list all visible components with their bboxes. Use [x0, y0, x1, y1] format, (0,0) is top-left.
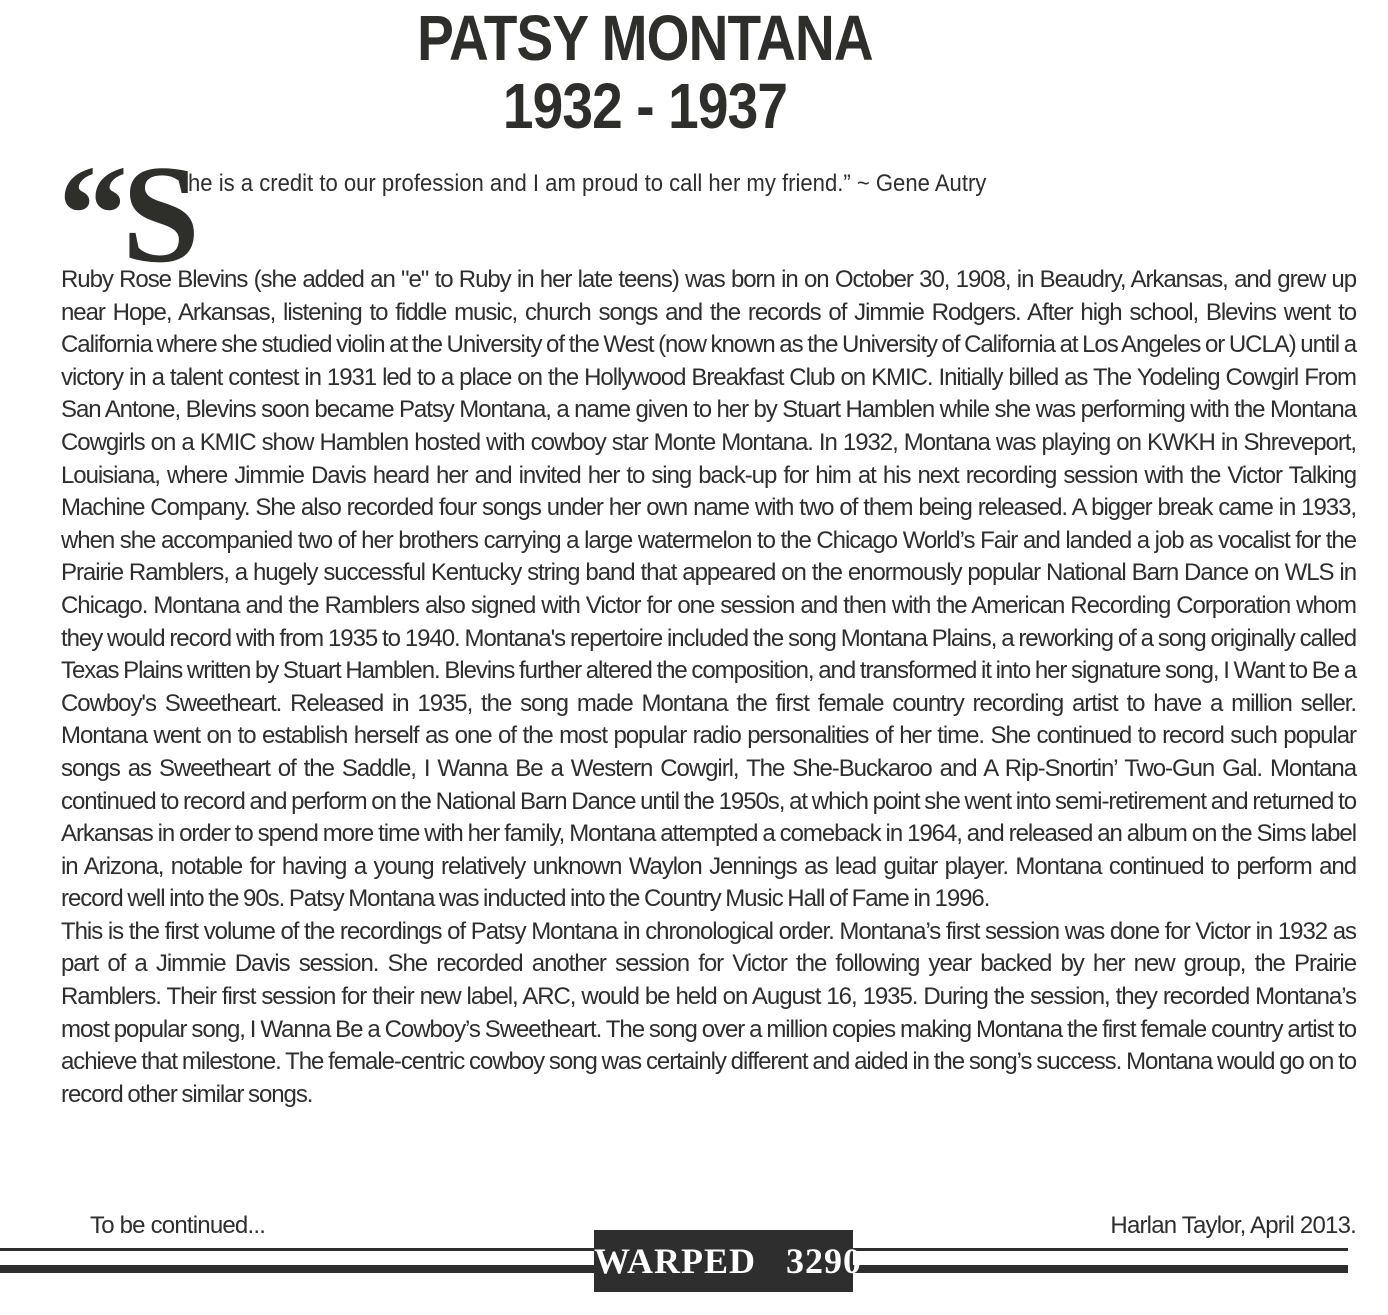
biography-paragraph: Ruby Rose Blevins (she added an "e" to Ruby in her late teens) was born in on October 30, 1908, in Beaudry, Arkansas, and grew up near Hope, Arkansas, listening to fiddle music, church songs and the records of Jimmie Rodgers. After high school, Blevins went to California where she studied violin at the University of the West (now known as the University of California at Los Angeles or UCLA) until a victory in a talent contest in 1931 led to a place on the Hollywood Breakfast Club on KMIC. Initially billed as The Yodeling Cowgirl From San Antone, Blevins soon became Patsy Montana, a name given to her by Stuart Hamblen while she was performing with the Montana Cowgirls on a KMIC show Hamblen hosted with cowboy star Monte Montana. In 1932, Montana was playing on KWKH in Shreveport, Louisiana, where Jimmie Davis heard her and invited her to sing back-up for him at his next recording session with the Victor Talking Machine Company. She also recorded four songs under her own name with two of them being released. A bigger break came in 1933, when she accompanied two of her brothers carrying a large watermelon to the Chicago World’s Fair and landed a job as vocalist for the Prairie Ramblers, a hugely successful Kentucky string band that appeared on the enormously popular National Barn Dance on WLS in Chicago. Montana and the Ramblers also signed with Victor for one session and then with the American Recording Corporation whom they would record with from 1935 to 1940. Montana's repertoire included the song Montana Plains, a reworking of a song originally called Texas Plains written by Stuart Hamblen. Blevins further altered the composition, and transformed it into her signature song, I Want to Be a Cowboy's Sweetheart. Released in 1935, the song made Montana the first female country recording artist to have a million seller. Montana went on to establish herself as one of the most popular radio personalities of her time. She continued to record such popular songs as Sweetheart of the Saddle, I Wanna Be a Western Cowgirl, The She-Buckaroo and A Rip-Snortin’ Two-Gun Gal. Montana continued to record and perform on the National Barn Dance until the 1950s, at which point she went into semi-retirement and returned to Arkansas in order to spend more time with her family, Montana attempted a comeback in 1964, and released an album on the Sims label in Arizona, notable for having a young relatively unknown Waylon Jennings as lead guitar player. Montana continued to perform and record well into the 90s. Patsy Montana was inducted into the Country Music Hall of Fame in 1996.	[61, 266, 1356, 913]
badge-number: 3290	[786, 1241, 863, 1281]
title-name: PATSY MONTANA	[417, 2, 873, 74]
title-years: 1932 - 1937	[502, 70, 788, 142]
continued-note: To be continued...	[90, 1212, 266, 1239]
catalog-badge	[594, 1230, 863, 1292]
divider-thin-left	[0, 1248, 596, 1251]
drop-cap	[58, 137, 194, 292]
volume-paragraph: This is the first volume of the recordings of Patsy Montana in chronological order. Montana’s first session was done for Victor in 1932 as part of a Jimmie Davis session. She recorded another session for Victor the following year backed by her new group, the Prairie Ramblers. Their first session for their new label, ARC, would be held on August 16, 1935. During the session, they recorded Montana’s most popular song, I Wanna Be a Cowboy’s Sweetheart. The song over a million copies making Montana the first female country artist to achieve that milestone. The female-centric cowboy song was certainly different and aided in the song’s success. Montana would go on to record other similar songs.	[61, 917, 1356, 1108]
divider-thin-right	[852, 1248, 1348, 1251]
badge-label: WARPED	[594, 1241, 757, 1281]
divider-thick-right	[852, 1265, 1348, 1273]
open-quote-mark: “	[58, 137, 122, 292]
author-credit: Harlan Taylor, April 2013.	[1110, 1212, 1356, 1239]
article-body	[61, 264, 1356, 1111]
page-title	[0, 4, 1290, 140]
drop-cap-letter: S	[122, 137, 194, 292]
epigraph-quote: he is a credit to our profession and I am proud to call her my friend.” ~ Gene Autry	[188, 170, 987, 197]
divider-thick-left	[0, 1265, 596, 1273]
